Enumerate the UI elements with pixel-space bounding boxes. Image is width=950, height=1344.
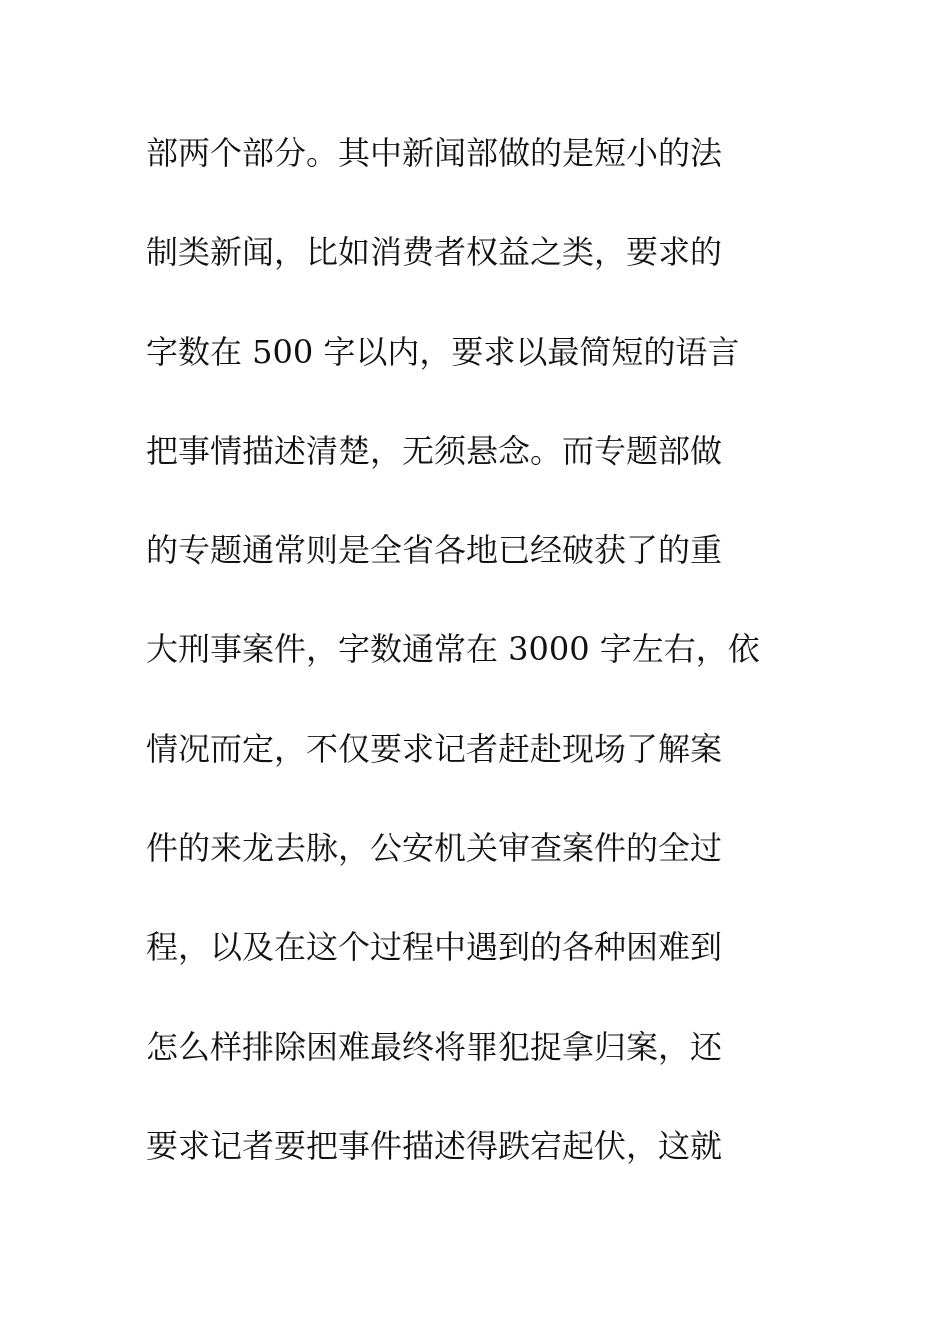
text-line: 大刑事案件，字数通常在 3000 字左右，依 [146,630,760,669]
text-line: 把事情描述清楚，无须悬念。而专题部做 [146,431,723,470]
text-line: 程，以及在这个过程中遇到的各种困难到 [146,928,723,967]
body-text [146,124,826,1216]
text-line: 部两个部分。其中新闻部做的是短小的法 [146,134,723,172]
text-line: 情况而定，不仅要求记者赶赴现场了解案 [146,729,723,768]
text-line: 要求记者要把事件描述得跌宕起伏，这就 [146,1126,723,1165]
text-line: 件的来龙去脉，公安机关审查案件的全过 [146,829,723,868]
text-line: 怎么样排除困难最终将罪犯捉拿归案，还 [146,1027,723,1066]
text-line: 字数在 500 字以内，要求以最简短的语言 [146,332,740,371]
text-line: 的专题通常则是全省各地已经破获了的重 [146,531,723,570]
text-line: 制类新闻，比如消费者权益之类，要求的 [146,233,723,272]
